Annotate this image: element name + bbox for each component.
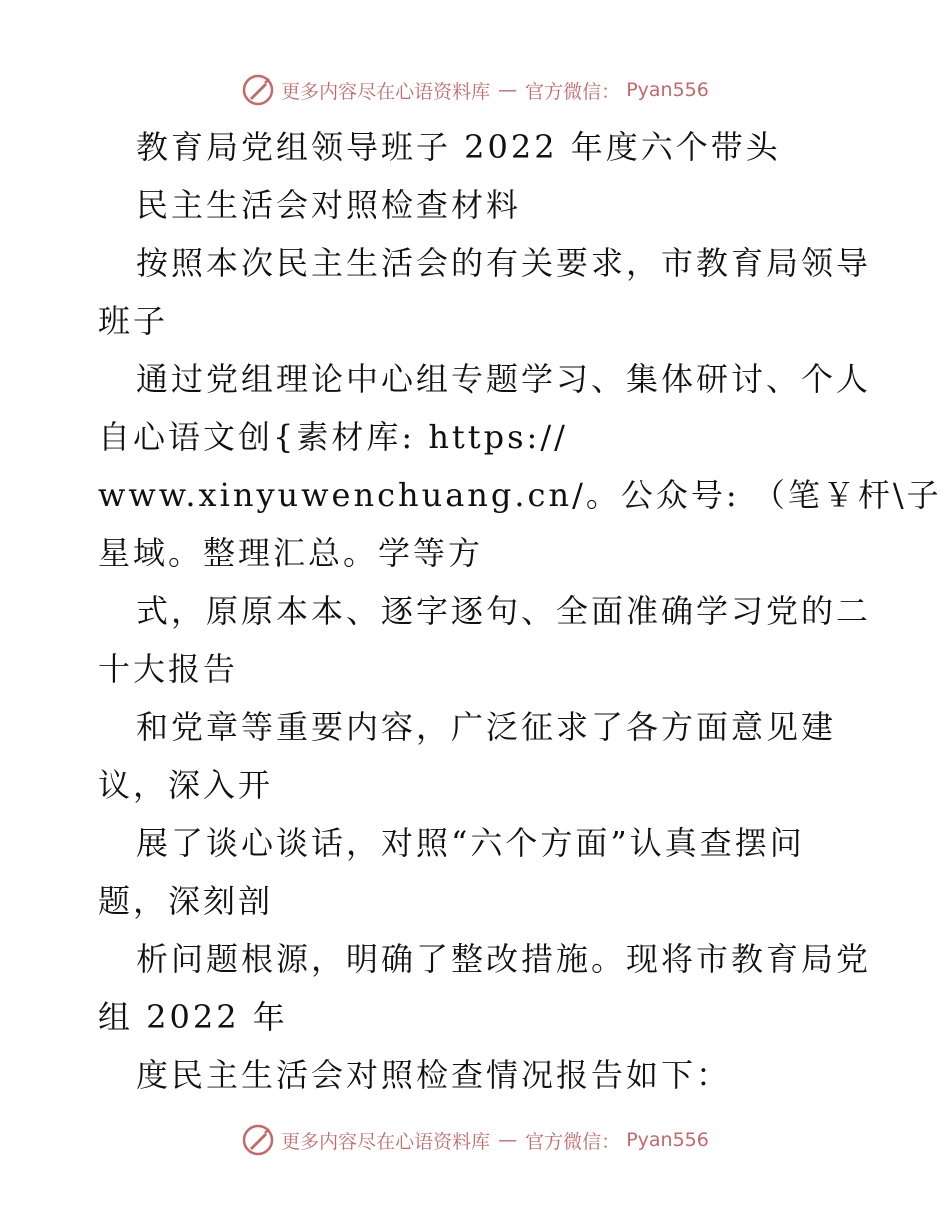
paragraph-line: 度民主生活会对照检查情况报告如下： (136, 1056, 732, 1094)
quill-pen-logo-icon (241, 1123, 275, 1157)
watermark-wechat-id: Pyan556 (626, 1129, 709, 1151)
watermark-site-text: 更多内容尽在心语资料库 (281, 1130, 491, 1153)
paragraph-line: 和党章等重要内容，广泛征求了各方面意见建 (136, 708, 837, 746)
paragraph-line: 班子 (98, 302, 169, 340)
paragraph-line: 十大报告 (98, 650, 239, 688)
paragraph-line: 自心语文创{素材库: https:// (98, 418, 568, 456)
watermark-separator: — (498, 1129, 518, 1151)
footer-watermark (0, 1120, 950, 1160)
watermark-separator: — (498, 79, 518, 101)
paragraph-line: 议，深入开 (98, 766, 274, 804)
watermark-wechat-label: 官方微信： (525, 80, 621, 103)
quill-pen-logo-icon (241, 73, 275, 107)
document-title-line-2: 民主生活会对照检查材料 (136, 186, 522, 224)
paragraph-line: www.xinyuwenchuang.cn/。公众号: （笔￥杆\子 (98, 476, 942, 514)
paragraph-line: 式，原原本本、逐字逐句、全面准确学习党的二 (136, 592, 872, 630)
document-title-line-1: 教育局党组领导班子 2022 年度六个带头 (136, 128, 781, 166)
paragraph-line: 展了谈心谈话，对照“六个方面”认真查摆问 (136, 824, 805, 862)
paragraph-line: 题，深刻剖 (98, 882, 274, 920)
document-body (98, 118, 942, 1104)
watermark-wechat-id: Pyan556 (626, 79, 709, 101)
paragraph-line: 组 2022 年 (98, 998, 288, 1036)
watermark-site-text: 更多内容尽在心语资料库 (281, 80, 491, 103)
paragraph-line: 通过党组理论中心组专题学习、集体研讨、个人 (136, 360, 872, 398)
paragraph-line: 星域。整理汇总。学等方 (98, 534, 484, 572)
paragraph-line: 析问题根源，明确了整改措施。现将市教育局党 (136, 940, 872, 978)
paragraph-line: 按照本次民主生活会的有关要求，市教育局领导 (136, 244, 872, 282)
header-watermark (0, 70, 950, 110)
watermark-wechat-label: 官方微信： (525, 1130, 621, 1153)
